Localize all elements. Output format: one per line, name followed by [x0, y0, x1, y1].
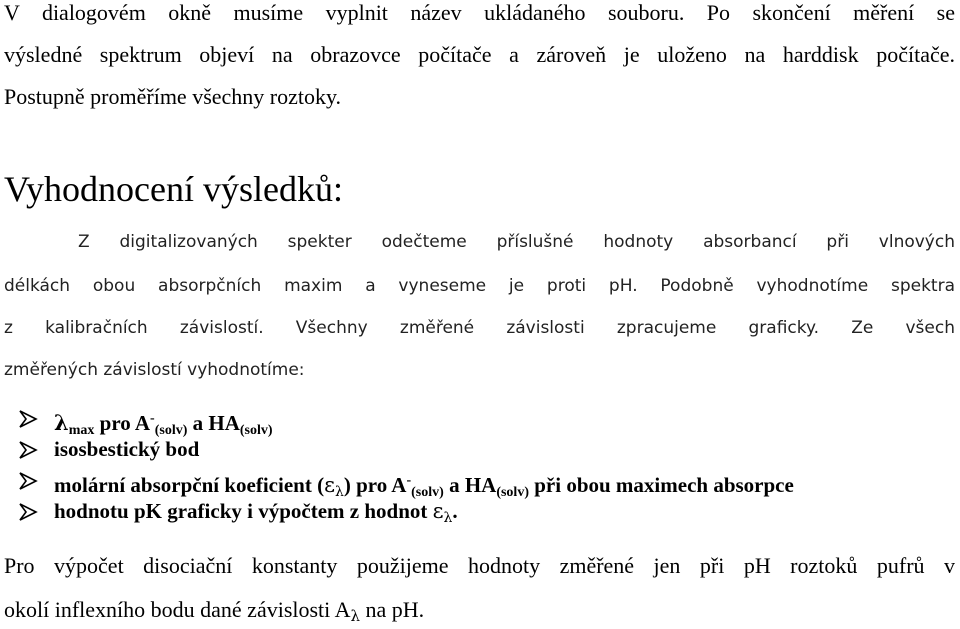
text: a HA: [187, 411, 240, 435]
arrow-bullet-icon: [18, 409, 38, 429]
list-item: [18, 496, 794, 527]
list-item: [18, 434, 794, 465]
section-heading: Vyhodnocení výsledků:: [4, 169, 343, 209]
lambda-symbol: λ: [54, 410, 69, 435]
text: molární absorpční koeficient (: [54, 473, 325, 497]
section-line-1: Z digitalizovaných spekter odečteme příslušné hodnoty absorbancí při vlnových: [78, 232, 955, 252]
text: ) pro A: [343, 473, 407, 497]
text: .: [452, 499, 458, 523]
section-line-4: změřených závislostí vyhodnotíme:: [4, 360, 305, 380]
result-list: [18, 403, 794, 527]
closing-line-2: [4, 597, 955, 625]
text: pro A: [94, 411, 151, 435]
subscript-solv: (solv): [411, 485, 444, 500]
subscript-lambda: λ: [350, 607, 360, 625]
section-line-2: délkách obou absorpčních maxim a vyneseme je proti pH. Podobně vyhodnotíme spektra: [4, 276, 955, 296]
subscript-lambda: λ: [334, 484, 344, 500]
text: isosbestický bod: [54, 437, 200, 461]
text: na pH.: [359, 597, 425, 622]
text: a HA: [443, 473, 497, 497]
section-line-3: z kalibračních závislostí. Všechny změřené závislosti zpracujeme graficky. Ze všech: [4, 318, 955, 338]
superscript-minus: -: [150, 411, 155, 426]
list-item: [18, 403, 794, 438]
text: při obou maximech absorpce: [528, 473, 794, 497]
superscript-minus: -: [406, 473, 412, 488]
arrow-bullet-icon: [18, 502, 38, 522]
text: okolí inflexního bodu dané závislosti A: [4, 597, 351, 622]
subscript-solv: (solv): [154, 423, 188, 438]
subscript-max: max: [68, 423, 95, 438]
arrow-bullet-icon: [18, 440, 38, 460]
list-item: [18, 465, 794, 500]
subscript-lambda: λ: [443, 510, 453, 526]
subscript-solv: (solv): [496, 485, 529, 500]
epsilon-symbol: ε: [324, 473, 335, 497]
text: hodnotu pK graficky i výpočtem z hodnot: [54, 499, 433, 523]
epsilon-symbol: ε: [432, 499, 444, 523]
closing-line-1: Pro výpočet disociační konstanty použijeme hodnoty změřené jen při pH roztoků pufrů v: [4, 553, 955, 578]
arrow-bullet-icon: [18, 471, 38, 491]
intro-line-3: Postupně proměříme všechny roztoky.: [4, 84, 342, 109]
intro-line-2: výsledné spektrum objeví na obrazovce počítače a zároveň je uloženo na harddisk počítače.: [4, 42, 955, 67]
intro-line-1: V dialogovém okně musíme vyplnit název ukládaného souboru. Po skončení měření se: [4, 0, 955, 25]
subscript-solv: (solv): [239, 423, 273, 438]
